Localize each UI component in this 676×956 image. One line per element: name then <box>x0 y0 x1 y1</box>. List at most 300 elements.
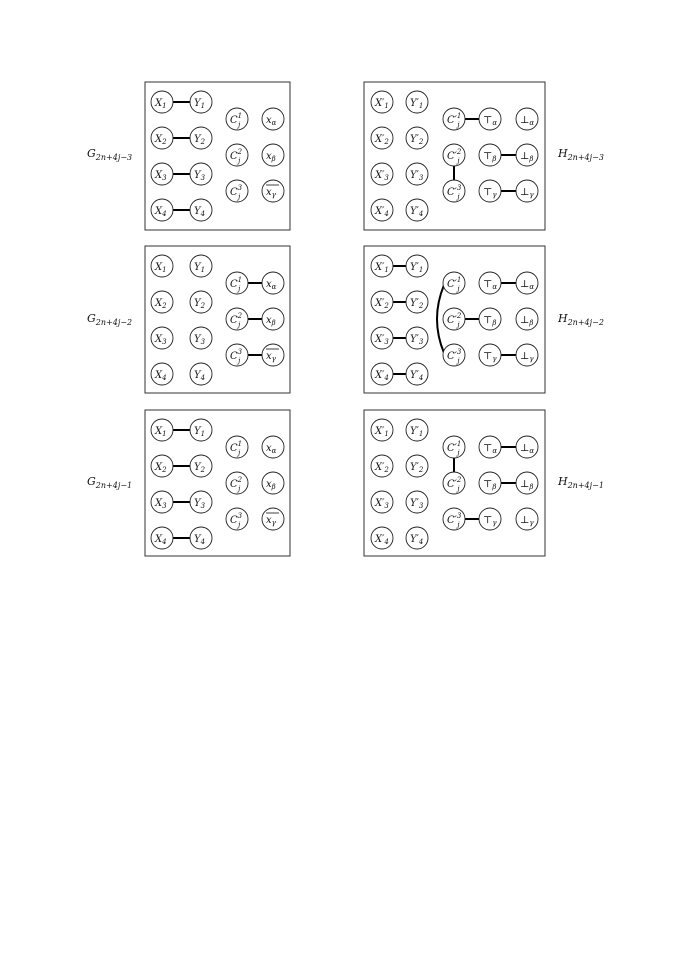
node-label-main: ⊥ <box>520 479 530 490</box>
node-label-sub: 2 <box>418 302 424 310</box>
node-label-sub: α <box>529 283 535 291</box>
node-label-main: X′ <box>375 534 385 545</box>
node-label-sub: γ <box>271 355 276 363</box>
node-label-main: X <box>155 334 163 345</box>
node-label-sub: 3 <box>162 338 167 346</box>
node-label-sub: j <box>457 357 460 365</box>
node-label-sub: β <box>529 319 534 327</box>
node-label-sub: 1 <box>162 430 167 438</box>
node-label-main: C <box>230 443 238 454</box>
node-label-main: X′ <box>375 262 385 273</box>
node-label-sub: 4 <box>418 374 424 382</box>
node-label-main: X <box>155 134 163 145</box>
node-C1 <box>443 108 465 130</box>
node-label-sub: α <box>529 119 535 127</box>
node-label-main: Y′ <box>410 498 419 509</box>
node-X3 <box>371 163 393 185</box>
node-label-sup: 2 <box>237 476 243 484</box>
node-label-sub: j <box>457 485 460 493</box>
node-label-sub: β <box>529 483 534 491</box>
node-label-sub: α <box>271 447 277 455</box>
node-label-sub: β <box>271 483 276 491</box>
node-Y2 <box>190 291 212 313</box>
node-label-main: Y <box>194 298 201 309</box>
node-label-sub: 4 <box>384 538 389 546</box>
node-label-main: ⊥ <box>520 515 530 526</box>
node-label-main: X′ <box>375 298 385 309</box>
node-label-sub: 1 <box>200 102 206 110</box>
node-label-sup: 3 <box>456 348 462 356</box>
node-label-sup: 1 <box>456 112 462 120</box>
node-label-main: ⊤ <box>483 115 493 126</box>
node-label-sub: α <box>492 283 498 291</box>
node-label-main: X′ <box>375 334 385 345</box>
node-label-main: C′ <box>447 279 457 290</box>
node-TG <box>479 180 501 202</box>
node-Y3 <box>190 491 212 513</box>
node-label-sup: 2 <box>456 312 462 320</box>
node-X4 <box>371 363 393 385</box>
node-label-sub: α <box>529 447 535 455</box>
node-G <box>262 180 284 202</box>
node-label-main: Y <box>194 170 201 181</box>
node-Y4 <box>190 363 212 385</box>
node-X4 <box>151 199 173 221</box>
node-label-sub: 1 <box>384 102 389 110</box>
node-label-sub: β <box>271 155 276 163</box>
node-label-sub: 2 <box>200 138 206 146</box>
node-label-sub: 2 <box>384 302 389 310</box>
node-label-sub: j <box>238 157 241 165</box>
node-TB <box>479 308 501 330</box>
node-Y1 <box>190 255 212 277</box>
node-label-main: x <box>266 151 272 162</box>
node-label-main: ⊤ <box>483 187 493 198</box>
node-label-sup: 3 <box>237 512 243 520</box>
node-label-main: Y′ <box>410 262 419 273</box>
node-FG <box>516 508 538 530</box>
panel-label-sub: 2n+4j−2 <box>567 318 604 327</box>
node-label-main: ⊥ <box>520 187 530 198</box>
node-Y1 <box>406 255 428 277</box>
node-label-main: Y′ <box>410 298 419 309</box>
node-Y2 <box>190 127 212 149</box>
node-label-sup: 3 <box>237 184 243 192</box>
node-Y3 <box>406 491 428 513</box>
node-C2 <box>226 308 248 330</box>
node-label-main: ⊥ <box>520 115 530 126</box>
node-Y3 <box>406 327 428 349</box>
node-label-sub: j <box>238 321 241 329</box>
panel-g2 <box>87 246 290 393</box>
node-label-main: C′ <box>447 351 457 362</box>
node-label-sup: 2 <box>456 476 462 484</box>
node-FA <box>516 436 538 458</box>
node-label-sub: γ <box>529 191 534 199</box>
node-label-sup: 1 <box>237 440 243 448</box>
node-label-main: C <box>230 151 238 162</box>
node-label-sub: j <box>457 157 460 165</box>
node-label-sub: j <box>457 121 460 129</box>
node-label-sub: β <box>492 155 497 163</box>
node-Y1 <box>190 91 212 113</box>
node-label-main: C′ <box>447 443 457 454</box>
node-label-sub: j <box>238 285 241 293</box>
node-label-sup: 1 <box>456 440 462 448</box>
node-label-sub: 1 <box>200 430 206 438</box>
node-label-main: ⊤ <box>483 279 493 290</box>
node-label-main: X <box>155 370 163 381</box>
node-Y2 <box>406 127 428 149</box>
node-label-main: x <box>266 187 272 198</box>
node-X2 <box>151 291 173 313</box>
node-label-sup: 2 <box>237 148 243 156</box>
node-label-main: C <box>230 351 238 362</box>
panel-label-sub: 2n+4j−3 <box>567 153 604 162</box>
node-label-sub: j <box>238 121 241 129</box>
node-label-sup: 2 <box>456 148 462 156</box>
node-G <box>262 508 284 530</box>
node-label-main: C <box>230 187 238 198</box>
node-B <box>262 472 284 494</box>
node-label-sub: 4 <box>418 538 424 546</box>
node-label-sub: α <box>271 283 277 291</box>
node-label-main: Y′ <box>410 370 419 381</box>
node-C1 <box>226 108 248 130</box>
panel-label-main: G <box>87 147 96 160</box>
node-label-main: x <box>266 515 272 526</box>
node-X4 <box>151 363 173 385</box>
node-label-sub: j <box>457 449 460 457</box>
node-label-main: ⊤ <box>483 351 493 362</box>
node-label-sub: β <box>492 483 497 491</box>
panel-h1 <box>364 82 604 230</box>
node-label-main: Y′ <box>410 170 419 181</box>
node-label-sub: 1 <box>162 266 167 274</box>
node-B <box>262 144 284 166</box>
node-X2 <box>371 127 393 149</box>
node-label-main: C′ <box>447 479 457 490</box>
node-label-sub: γ <box>529 355 534 363</box>
panel-label-main: G <box>87 475 96 488</box>
node-label-sub: 4 <box>384 210 389 218</box>
node-label-main: Y <box>194 534 201 545</box>
node-label-main: Y <box>194 134 201 145</box>
panel-h3 <box>364 410 604 556</box>
node-A <box>262 272 284 294</box>
panel-g3 <box>87 410 290 556</box>
node-label-sup: 1 <box>456 276 462 284</box>
node-FA <box>516 108 538 130</box>
node-label-main: ⊥ <box>520 279 530 290</box>
node-label-main: Y′ <box>410 98 419 109</box>
node-X1 <box>151 91 173 113</box>
node-label-main: Y <box>194 262 201 273</box>
node-label-sub: 4 <box>162 374 167 382</box>
node-TG <box>479 508 501 530</box>
node-label-sub: 1 <box>418 102 424 110</box>
node-label-main: X <box>155 262 163 273</box>
node-X1 <box>151 255 173 277</box>
node-label-sub: 2 <box>384 466 389 474</box>
node-label-sub: 2 <box>162 302 167 310</box>
node-label-main: ⊤ <box>483 515 493 526</box>
node-X2 <box>151 455 173 477</box>
node-label-main: C′ <box>447 187 457 198</box>
node-Y1 <box>406 91 428 113</box>
node-label-main: X <box>155 534 163 545</box>
node-TA <box>479 108 501 130</box>
node-C3 <box>226 344 248 366</box>
panel-label-sub: 2n+4j−3 <box>95 153 133 162</box>
node-FB <box>516 308 538 330</box>
node-Y3 <box>190 327 212 349</box>
node-label-main: Y′ <box>410 462 419 473</box>
node-label-sub: 1 <box>200 266 206 274</box>
node-label-main: Y′ <box>410 334 419 345</box>
node-C1 <box>226 436 248 458</box>
node-C3 <box>226 508 248 530</box>
node-label-sub: j <box>457 521 460 529</box>
node-label-sub: 2 <box>200 302 206 310</box>
node-label-main: C <box>230 515 238 526</box>
node-label-main: ⊤ <box>483 315 493 326</box>
panel-label-main: H <box>558 312 568 325</box>
node-X3 <box>151 491 173 513</box>
node-Y3 <box>190 163 212 185</box>
node-label-main: C′ <box>447 151 457 162</box>
node-label-sub: j <box>238 521 241 529</box>
node-label-sub: 2 <box>418 466 424 474</box>
node-label-main: C <box>230 315 238 326</box>
node-label-sub: 3 <box>384 338 389 346</box>
node-X1 <box>151 419 173 441</box>
node-label-main: ⊥ <box>520 151 530 162</box>
node-label-sub: γ <box>271 519 276 527</box>
node-label-main: Y <box>194 426 201 437</box>
node-Y4 <box>190 527 212 549</box>
node-label-sub: 2 <box>162 466 167 474</box>
node-label-sub: α <box>271 119 277 127</box>
node-label-sub: 3 <box>418 174 424 182</box>
node-label-main: X′ <box>375 462 385 473</box>
node-label-sub: 4 <box>162 210 167 218</box>
node-label-sub: 3 <box>162 174 167 182</box>
node-label-sup: 2 <box>237 312 243 320</box>
node-X1 <box>371 419 393 441</box>
node-label-main: X <box>155 498 163 509</box>
node-label-main: X <box>155 426 163 437</box>
node-label-main: Y <box>194 98 201 109</box>
panel-label <box>87 312 132 327</box>
node-label-sub: j <box>457 193 460 201</box>
node-label-main: Y <box>194 334 201 345</box>
panel-label <box>557 147 604 162</box>
panel-label <box>87 147 132 162</box>
node-label-main: Y <box>194 462 201 473</box>
node-FB <box>516 144 538 166</box>
node-label-main: X <box>155 206 163 217</box>
panel-label-sub: 2n+4j−1 <box>567 481 604 490</box>
node-label-main: X′ <box>375 426 385 437</box>
node-label-main: Y′ <box>410 134 419 145</box>
node-Y2 <box>406 291 428 313</box>
node-X3 <box>151 327 173 349</box>
node-FG <box>516 344 538 366</box>
node-TB <box>479 144 501 166</box>
node-label-sub: j <box>238 485 241 493</box>
node-label-main: x <box>266 443 272 454</box>
panel-label-sub: 2n+4j−1 <box>95 481 133 490</box>
node-label-main: C′ <box>447 115 457 126</box>
node-label-sub: γ <box>529 519 534 527</box>
panel-label-main: H <box>558 475 568 488</box>
node-label-sub: j <box>457 321 460 329</box>
node-label-sub: 3 <box>384 502 389 510</box>
node-label-sub: β <box>529 155 534 163</box>
node-label-main: C′ <box>447 315 457 326</box>
node-label-sup: 1 <box>237 276 243 284</box>
node-label-sub: β <box>492 319 497 327</box>
node-label-main: X′ <box>375 170 385 181</box>
node-Y2 <box>190 455 212 477</box>
node-label-main: ⊥ <box>520 443 530 454</box>
node-A <box>262 436 284 458</box>
node-label-main: X <box>155 170 163 181</box>
node-X4 <box>371 199 393 221</box>
node-label-sub: α <box>492 119 498 127</box>
node-C2 <box>443 472 465 494</box>
node-Y1 <box>190 419 212 441</box>
node-C3 <box>443 344 465 366</box>
node-label-main: x <box>266 351 272 362</box>
node-label-sub: 2 <box>200 466 206 474</box>
panel-label-main: G <box>87 312 96 325</box>
node-label-main: C′ <box>447 515 457 526</box>
node-label-sub: 4 <box>384 374 389 382</box>
node-C1 <box>443 272 465 294</box>
node-label-main: X′ <box>375 498 385 509</box>
node-C1 <box>226 272 248 294</box>
node-label-main: Y′ <box>410 534 419 545</box>
node-label-sub: 3 <box>200 338 206 346</box>
node-label-sub: 1 <box>384 266 389 274</box>
node-label-main: x <box>266 315 272 326</box>
node-label-sub: j <box>238 193 241 201</box>
node-label-sub: 4 <box>200 374 206 382</box>
node-label-sub: 4 <box>200 538 206 546</box>
node-TA <box>479 272 501 294</box>
node-label-sub: 4 <box>162 538 167 546</box>
node-B <box>262 308 284 330</box>
node-TB <box>479 472 501 494</box>
node-label-main: X <box>155 98 163 109</box>
node-X2 <box>151 127 173 149</box>
node-label-main: C <box>230 479 238 490</box>
node-label-sub: 2 <box>384 138 389 146</box>
node-Y3 <box>406 163 428 185</box>
node-Y4 <box>190 199 212 221</box>
node-label-sub: 4 <box>200 210 206 218</box>
node-label-sup: 3 <box>456 184 462 192</box>
node-X3 <box>371 327 393 349</box>
node-X1 <box>371 91 393 113</box>
node-label-sub: α <box>492 447 498 455</box>
node-label-sub: 3 <box>418 338 424 346</box>
node-C3 <box>443 508 465 530</box>
node-label-main: X′ <box>375 206 385 217</box>
node-X4 <box>371 527 393 549</box>
node-label-main: ⊥ <box>520 315 530 326</box>
node-Y1 <box>406 419 428 441</box>
node-label-main: Y′ <box>410 426 419 437</box>
node-label-sub: j <box>238 357 241 365</box>
node-X1 <box>371 255 393 277</box>
node-label-sup: 3 <box>456 512 462 520</box>
node-label-sub: γ <box>271 191 276 199</box>
node-label-sub: 3 <box>384 174 389 182</box>
node-label-main: ⊤ <box>483 443 493 454</box>
node-label-main: Y <box>194 370 201 381</box>
node-label-main: X′ <box>375 98 385 109</box>
node-label-sub: 1 <box>384 430 389 438</box>
node-C2 <box>443 308 465 330</box>
node-label-sub: β <box>271 319 276 327</box>
node-C2 <box>226 472 248 494</box>
panel-label-main: H <box>558 147 568 160</box>
panel-label-sub: 2n+4j−2 <box>95 318 133 327</box>
node-X3 <box>151 163 173 185</box>
node-X2 <box>371 291 393 313</box>
node-label-main: x <box>266 479 272 490</box>
panel-g1 <box>87 82 290 230</box>
node-label-main: ⊤ <box>483 151 493 162</box>
node-label-sub: 1 <box>418 430 424 438</box>
node-TG <box>479 344 501 366</box>
node-label-main: x <box>266 279 272 290</box>
node-label-main: Y <box>194 498 201 509</box>
node-label-sub: 4 <box>418 210 424 218</box>
node-C2 <box>443 144 465 166</box>
node-FA <box>516 272 538 294</box>
node-label-sup: 1 <box>237 112 243 120</box>
node-X2 <box>371 455 393 477</box>
node-label-main: C <box>230 115 238 126</box>
node-label-sub: γ <box>492 519 497 527</box>
node-label-main: X′ <box>375 134 385 145</box>
node-label-sub: 3 <box>418 502 424 510</box>
panel-label <box>87 475 132 490</box>
node-Y2 <box>406 455 428 477</box>
node-C1 <box>443 436 465 458</box>
node-label-sub: 3 <box>200 502 206 510</box>
node-label-sub: 3 <box>162 502 167 510</box>
node-label-sub: 3 <box>200 174 206 182</box>
node-label-sub: 2 <box>418 138 424 146</box>
node-label-main: Y′ <box>410 206 419 217</box>
node-TA <box>479 436 501 458</box>
node-label-sub: j <box>238 449 241 457</box>
node-X3 <box>371 491 393 513</box>
node-Y4 <box>406 527 428 549</box>
node-label-main: ⊥ <box>520 351 530 362</box>
node-label-sub: 1 <box>418 266 424 274</box>
panel-label <box>557 475 604 490</box>
node-G <box>262 344 284 366</box>
node-label-main: C <box>230 279 238 290</box>
node-label-sup: 3 <box>237 348 243 356</box>
node-label-sub: j <box>457 285 460 293</box>
